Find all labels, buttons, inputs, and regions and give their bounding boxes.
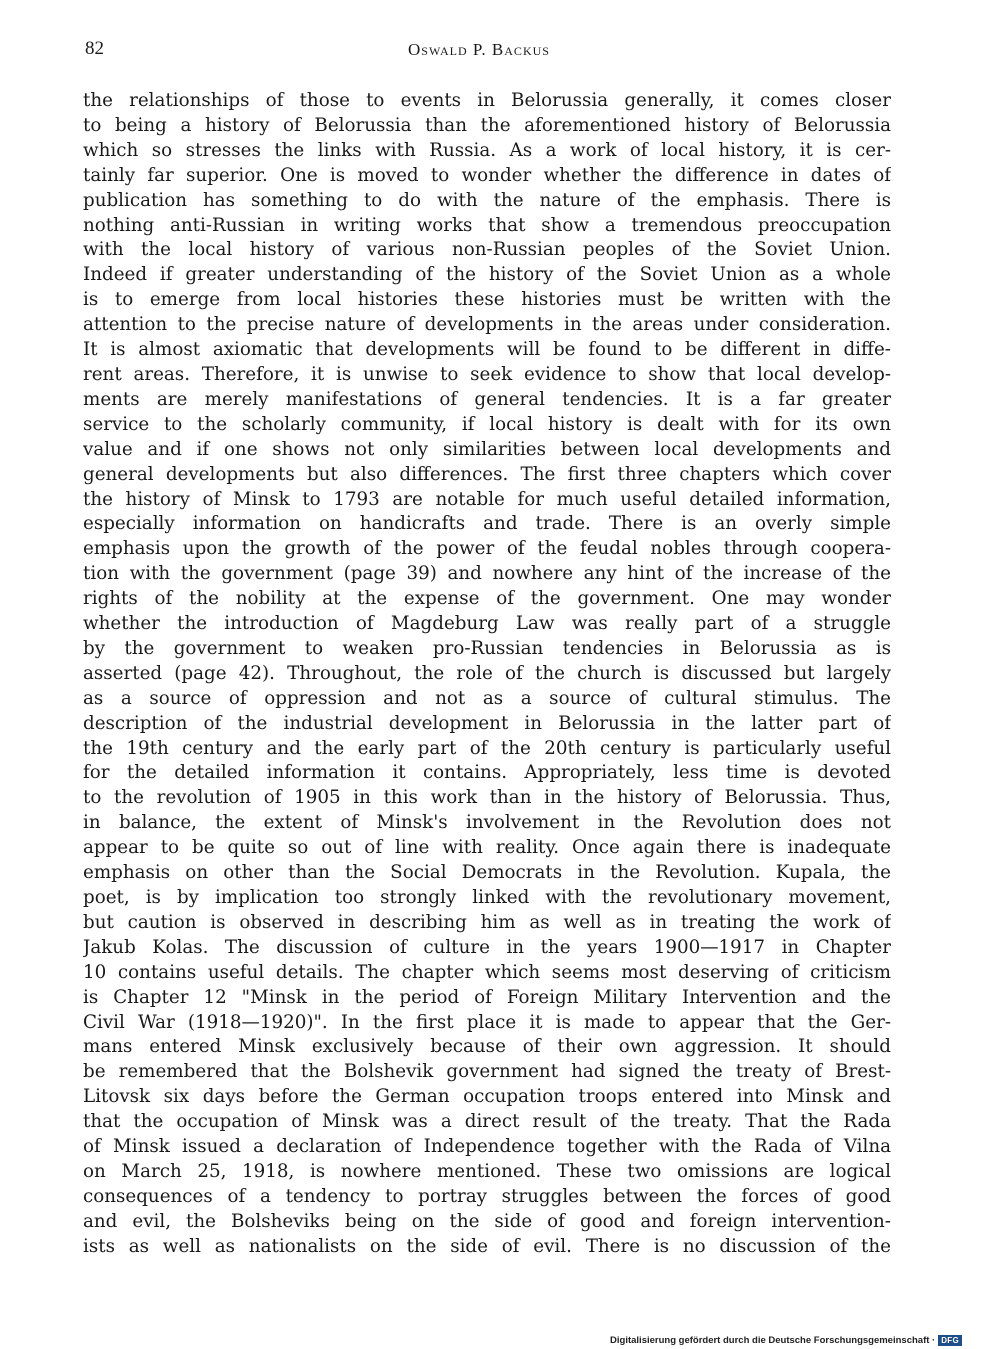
text-line: ists as well as nationalists on the side of evil. There is no discussion of the — [83, 1235, 891, 1257]
text-line: with the local history of various non-Russian peoples of the Soviet Union. — [83, 239, 891, 261]
text-line: be remembered that the Bolshevik government had signed the treaty of Brest- — [83, 1061, 891, 1083]
text-line: especially information on handicrafts and trade. There is an overly simple — [83, 513, 891, 535]
text-line: general developments but also differences. The first three chapters which cover — [83, 463, 891, 485]
text-line: poet, is by implication too strongly linked with the revolutionary movement, — [83, 887, 891, 908]
text-line: attention to the precise nature of developments in the areas under consideration. — [83, 314, 891, 336]
text-line: consequences of a tendency to portray struggles between the forces of good — [83, 1185, 891, 1207]
text-line: mans entered Minsk exclusively because of their own aggression. It should — [83, 1036, 891, 1058]
page-number: 82 — [85, 38, 104, 59]
text-line: the 19th century and the early part of the 20th century is particularly useful — [83, 737, 891, 759]
text-line: tainly far superior. One is moved to wonder whether the difference in dates of — [83, 164, 891, 186]
text-line: the relationships of those to events in Belorussia generally, it comes closer — [83, 90, 891, 111]
text-line: that the occupation of Minsk was a direct result of the treaty. That the Rada — [83, 1111, 891, 1133]
text-line: asserted (page 42). Throughout, the role of the church is discussed but largely — [83, 662, 891, 684]
text-line: to the revolution of 1905 in this work than in the history of Belorussia. Thus, — [83, 787, 891, 809]
digitization-footer — [610, 1335, 962, 1346]
text-line: emphasis on other than the Social Democrats in the Revolution. Kupala, the — [83, 862, 891, 884]
text-line: rights of the nobility at the expense of the government. One may wonder — [83, 588, 891, 610]
text-line: as a source of oppression and not as a source of cultural stimulus. The — [83, 687, 891, 709]
body-text — [83, 89, 891, 1260]
text-line: but caution is observed in describing him as well as in treating the work of — [83, 911, 891, 933]
dfg-logo: DFG — [938, 1335, 962, 1346]
text-line: tion with the government (page 39) and nowhere any hint of the increase of the — [83, 563, 891, 585]
text-line: for the detailed information it contains. Appropriately, less time is devoted — [83, 762, 891, 784]
text-line: and evil, the Bolsheviks being on the side of good and foreign intervention- — [83, 1210, 891, 1232]
text-line: in balance, the extent of Minsk's involvement in the Revolution does not — [83, 812, 891, 834]
text-line: is Chapter 12 "Minsk in the period of Foreign Military Intervention and the — [83, 986, 891, 1008]
text-line: appear to be quite so out of line with reality. Once again there is inadequate — [83, 837, 891, 859]
footer-text: Digitalisierung gefördert durch die Deutsche Forschungsgemeinschaft · — [610, 1335, 936, 1346]
text-line: publication has something to do with the nature of the emphasis. There is — [83, 189, 891, 211]
text-line: ments are merely manifestations of general tendencies. It is a far greater — [83, 388, 891, 410]
text-line: Litovsk six days before the German occupation troops entered into Minsk and — [83, 1086, 891, 1108]
text-line: value and if one shows not only similarities between local developments and — [83, 438, 891, 460]
text-line: 10 contains useful details. The chapter which seems most deserving of criticism — [83, 961, 891, 983]
text-line: to being a history of Belorussia than the aforementioned history of Belorussia — [83, 114, 891, 136]
text-line: Indeed if greater understanding of the history of the Soviet Union as a whole — [83, 264, 891, 286]
text-line: rent areas. Therefore, it is unwise to seek evidence to show that local develop- — [83, 363, 891, 385]
text-line: the history of Minsk to 1793 are notable for much useful detailed information, — [83, 488, 891, 510]
running-head: Oswald P. Backus — [408, 40, 550, 59]
text-line: by the government to weaken pro-Russian tendencies in Belorussia as is — [83, 637, 891, 659]
text-line: description of the industrial development in Belorussia in the latter part of — [83, 712, 891, 734]
text-line: emphasis upon the growth of the power of the feudal nobles through coopera- — [83, 538, 891, 560]
text-line: Jakub Kolas. The discussion of culture in the years 1900—1917 in Chapter — [83, 936, 891, 958]
text-line: is to emerge from local histories these histories must be written with the — [83, 289, 891, 311]
text-line: Civil War (1918—1920)". In the first place it is made to appear that the Ger- — [83, 1011, 891, 1033]
text-line: nothing anti-Russian in writing works that show a tremendous preoccupation — [83, 214, 891, 236]
text-line: on March 25, 1918, is nowhere mentioned. These two omissions are logical — [83, 1160, 891, 1182]
text-line: whether the introduction of Magdeburg Law was really part of a struggle — [83, 613, 891, 635]
text-line: service to the scholarly community, if local history is dealt with for its own — [83, 413, 891, 435]
text-line: It is almost axiomatic that developments will be found to be different in diffe- — [83, 339, 891, 361]
text-line: of Minsk issued a declaration of Independence together with the Rada of Vilna — [83, 1136, 891, 1158]
text-line: which so stresses the links with Russia. As a work of local history, it is cer- — [83, 139, 891, 161]
